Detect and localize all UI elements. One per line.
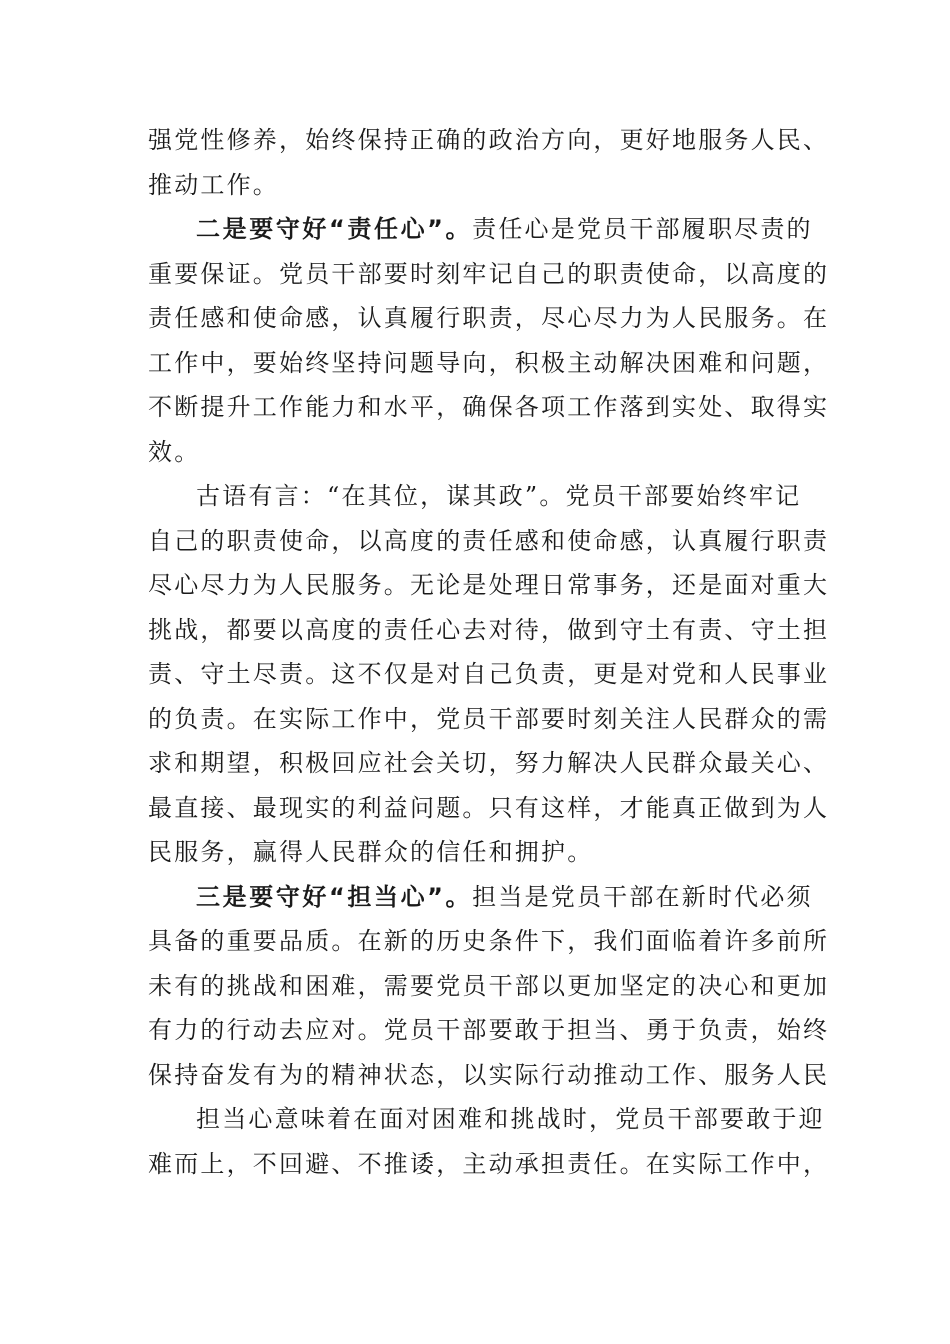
paragraph: [148, 474, 830, 875]
paragraph: [148, 1097, 830, 1186]
text-line: 最直接、最现实的利益问题。只有这样，才能真正做到为人: [148, 793, 830, 822]
paragraph: [148, 875, 830, 1098]
text-line: 效。: [148, 437, 201, 466]
text-line: [148, 207, 813, 252]
text-line: 自己的职责使命，以高度的责任感和使命感，认真履行职责: [148, 526, 830, 555]
text-line: 的负责。在实际工作中，党员干部要时刻关注人民群众的需: [148, 704, 830, 733]
text-line: 责、守土尽责。这不仅是对自己负责，更是对党和人民事业: [148, 660, 830, 688]
text-line: 挑战，都要以高度的责任心去对待，做到守土有责、守土担: [148, 615, 830, 644]
text-line: 尽心尽力为人民服务。无论是处理日常事务，还是面对重大: [148, 571, 830, 599]
text-run: 责任心是党员干部履职尽责的: [472, 215, 813, 243]
document-page: [148, 118, 830, 1186]
text-line: 推动工作。: [148, 170, 279, 199]
text-line: 重要保证。党员干部要时刻牢记自己的职责使命，以高度的: [148, 259, 830, 288]
section-heading: 三是要守好“担当心”。: [196, 882, 473, 911]
text-line: 工作中，要始终坚持问题导向，积极主动解决困难和问题，: [148, 348, 830, 377]
paragraph: [148, 118, 830, 207]
section-heading: 二是要守好“责任心”。: [196, 215, 473, 243]
text-line: 保持奋发有为的精神状态，以实际行动推动工作、服务人民: [148, 1060, 830, 1089]
text-line: 强党性修养，始终保持正确的政治方向，更好地服务人民、: [148, 126, 830, 154]
text-line: 有力的行动去应对。党员干部要敢于担当、勇于负责，始终: [148, 1016, 830, 1044]
text-line: 不断提升工作能力和水平，确保各项工作落到实处、取得实: [148, 393, 830, 421]
paragraph: [148, 207, 830, 474]
text-line: 民服务，赢得人民群众的信任和拥护。: [148, 838, 594, 866]
text-line: [148, 875, 813, 920]
text-line: 求和期望，积极回应社会关切，努力解决人民群众最关心、: [148, 749, 830, 777]
text-line: 责任感和使命感，认真履行职责，尽心尽力为人民服务。在: [148, 304, 830, 332]
text-line: 具备的重要品质。在新的历史条件下，我们面临着许多前所: [148, 927, 830, 955]
text-line: 未有的挑战和困难，需要党员干部以更加坚定的决心和更加: [148, 971, 830, 1000]
text-run: 担当是党员干部在新时代必须: [472, 882, 813, 911]
text-line: 难而上，不回避、不推诿，主动承担责任。在实际工作中，: [148, 1149, 830, 1178]
text-line: 古语有言：“在其位，谋其政”。党员干部要始终牢记: [196, 482, 802, 510]
text-line: 担当心意味着在面对困难和挑战时，党员干部要敢于迎: [196, 1105, 825, 1133]
